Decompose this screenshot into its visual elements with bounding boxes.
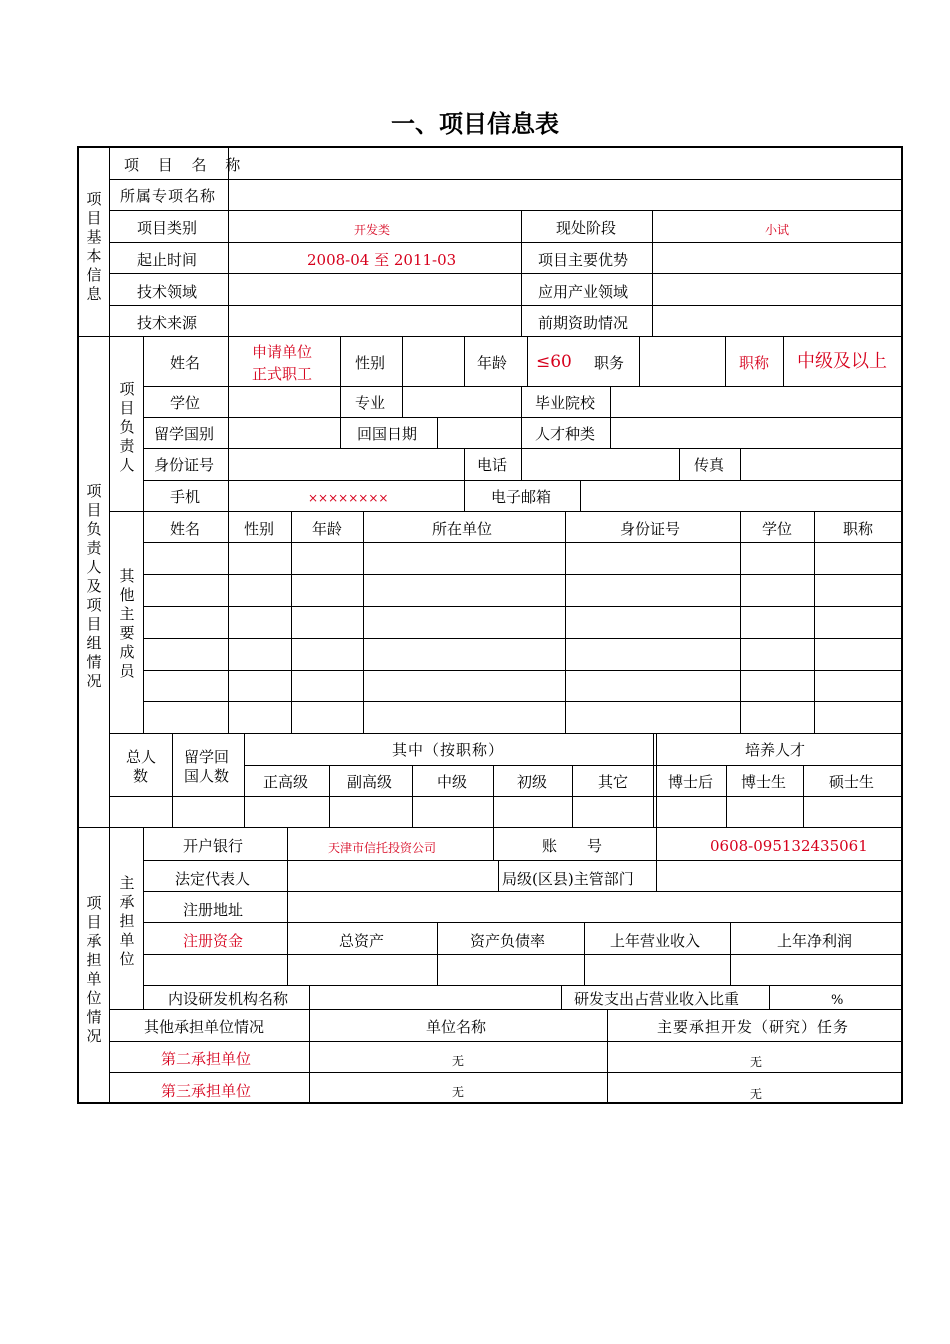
- capital-label: 注册资金: [183, 932, 244, 950]
- rd-ratio-label: 研发支出占营业收入比重: [574, 990, 740, 1008]
- address-label: 注册地址: [183, 901, 244, 919]
- by-rank-label: 其中（按职称）: [392, 741, 505, 759]
- section-team-label: 项目负责人及项目组情况: [86, 482, 102, 690]
- bank-label: 开户银行: [183, 837, 244, 855]
- leader-major-label: 专业: [355, 394, 386, 412]
- category-value: 开发类: [354, 223, 391, 237]
- second-unit-label: 第二承担单位: [161, 1050, 252, 1068]
- project-name-label: 项 目 名 称: [124, 156, 248, 174]
- revenue-label: 上年营业收入: [610, 932, 701, 950]
- leader-email-label: 电子邮箱: [491, 488, 552, 506]
- rank-vice-senior: 副高级: [347, 773, 393, 791]
- industry-label: 应用产业领域: [538, 283, 629, 301]
- leader-name-value-1: 申请单位: [252, 343, 313, 361]
- leader-fax-label: 传真: [694, 456, 725, 474]
- other-unit-task-header: 主要承担开发（研究）任务: [657, 1018, 850, 1036]
- rank-junior: 初级: [517, 773, 548, 791]
- total-count-label-1: 总人: [126, 748, 157, 766]
- tech-source-label: 技术来源: [137, 314, 198, 332]
- section-units-label: 项目承担单位情况: [86, 894, 102, 1045]
- members-header-rank: 职称: [843, 520, 874, 538]
- supervisor-dept-label: 局级(区县)主管部门: [502, 870, 634, 888]
- stage-value: 小试: [765, 223, 790, 237]
- leader-group-label: 项目负责人: [119, 380, 135, 474]
- second-unit-task: 无: [750, 1055, 763, 1069]
- leader-mobile-label: 手机: [170, 488, 201, 506]
- leader-age-value: ≤60: [536, 352, 572, 372]
- trainee-master: 硕士生: [829, 773, 875, 791]
- trainee-phd: 博士生: [741, 773, 787, 791]
- third-unit-name: 无: [452, 1085, 465, 1099]
- leader-position-label: 职务: [594, 354, 625, 372]
- members-header-name: 姓名: [170, 520, 201, 538]
- period-value: 2008-04 至 2011-03: [307, 251, 457, 269]
- account-label: 账 号: [542, 837, 603, 855]
- training-label: 培养人才: [745, 741, 806, 759]
- rank-other: 其它: [598, 773, 629, 791]
- rd-org-label: 内设研发机构名称: [168, 990, 289, 1008]
- debt-ratio-label: 资产负债率: [470, 932, 546, 950]
- leader-id-label: 身份证号: [154, 456, 215, 474]
- special-program-label: 所属专项名称: [120, 187, 217, 205]
- leader-name-value-2: 正式职工: [252, 365, 313, 383]
- category-label: 项目类别: [137, 219, 198, 237]
- leader-rank-label: 职称: [739, 354, 770, 372]
- prior-funding-label: 前期资助情况: [538, 314, 629, 332]
- leader-school-label: 毕业院校: [535, 394, 596, 412]
- leader-mobile-value: ××××××××: [308, 491, 389, 505]
- members-header-gender: 性别: [244, 520, 275, 538]
- rank-senior: 正高级: [263, 773, 309, 791]
- leader-phone-label: 电话: [477, 456, 508, 474]
- project-info-table: [77, 146, 903, 1104]
- account-value: 0608-095132435061: [710, 837, 868, 855]
- advantage-label: 项目主要优势: [538, 251, 629, 269]
- returnee-label-1: 留学回: [184, 748, 230, 766]
- leader-name-label: 姓名: [170, 354, 201, 372]
- section-basic-label: 项目基本信息: [86, 190, 102, 303]
- stage-label: 现处阶段: [556, 219, 617, 237]
- assets-label: 总资产: [339, 932, 385, 950]
- rank-middle: 中级: [437, 773, 468, 791]
- other-unit-name-header: 单位名称: [426, 1018, 487, 1036]
- leader-return-date-label: 回国日期: [357, 425, 418, 443]
- tech-field-label: 技术领域: [137, 283, 198, 301]
- members-group-label: 其他主要成员: [119, 567, 135, 680]
- members-header-unit: 所在单位: [432, 520, 493, 538]
- third-unit-label: 第三承担单位: [161, 1082, 252, 1100]
- members-header-id: 身份证号: [620, 520, 681, 538]
- main-unit-group-label: 主承担单位: [119, 874, 135, 968]
- other-units-label: 其他承担单位情况: [144, 1018, 265, 1036]
- leader-age-label: 年龄: [477, 354, 508, 372]
- leader-study-country-label: 留学国别: [154, 425, 215, 443]
- legal-rep-label: 法定代表人: [175, 870, 251, 888]
- members-header-age: 年龄: [312, 520, 343, 538]
- period-label: 起止时间: [137, 251, 198, 269]
- rd-ratio-unit: %: [831, 993, 844, 1008]
- total-count-label-2: 数: [133, 767, 149, 785]
- profit-label: 上年净利润: [777, 932, 853, 950]
- third-unit-task: 无: [750, 1087, 763, 1101]
- page-title: 一、项目信息表: [391, 110, 559, 138]
- leader-gender-label: 性别: [355, 354, 386, 372]
- bank-value: 天津市信托投资公司: [328, 841, 437, 855]
- returnee-label-2: 国人数: [184, 767, 230, 785]
- members-header-degree: 学位: [762, 520, 793, 538]
- second-unit-name: 无: [452, 1054, 465, 1068]
- leader-rank-value: 中级及以上: [797, 351, 887, 372]
- leader-degree-label: 学位: [170, 394, 201, 412]
- trainee-postdoc: 博士后: [668, 773, 714, 791]
- leader-talent-label: 人才种类: [535, 425, 596, 443]
